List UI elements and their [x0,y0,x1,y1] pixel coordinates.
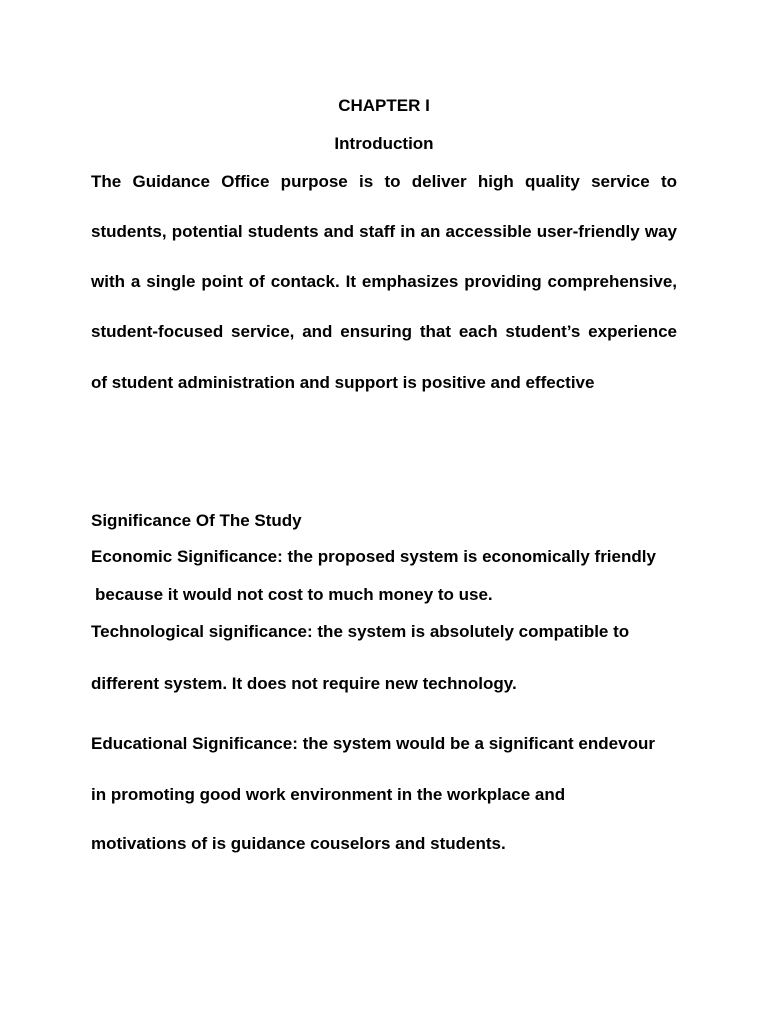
significance-line-3: Technological significance: the system is absolutely compatible to [91,622,630,641]
significance-heading: Significance Of The Study [91,511,302,530]
intro-line-1: The Guidance Office purpose is to deliver high quality service to [91,172,677,191]
intro-line-5: of student administration and support is positive and effective [91,373,595,392]
significance-line-4: different system. It does not require new technology. [91,674,517,693]
intro-line-2: students, potential students and staff in an accessible user-friendly way [91,222,677,241]
significance-line-1: Economic Significance: the proposed system is economically friendly [91,547,656,566]
intro-line-3: with a single point of contack. It emphasizes providing comprehensive, [91,272,677,291]
chapter-subheading: Introduction [334,134,434,153]
significance-line-6: in promoting good work environment in the workplace and [91,785,566,804]
significance-line-7: motivations of is guidance couselors and students. [91,834,506,853]
intro-line-4: student-focused service, and ensuring that each student’s experience [91,322,677,341]
chapter-heading: CHAPTER I [338,96,430,115]
significance-line-2: because it would not cost to much money to use. [95,585,493,604]
significance-line-5: Educational Significance: the system would be a significant endevour [91,734,655,753]
